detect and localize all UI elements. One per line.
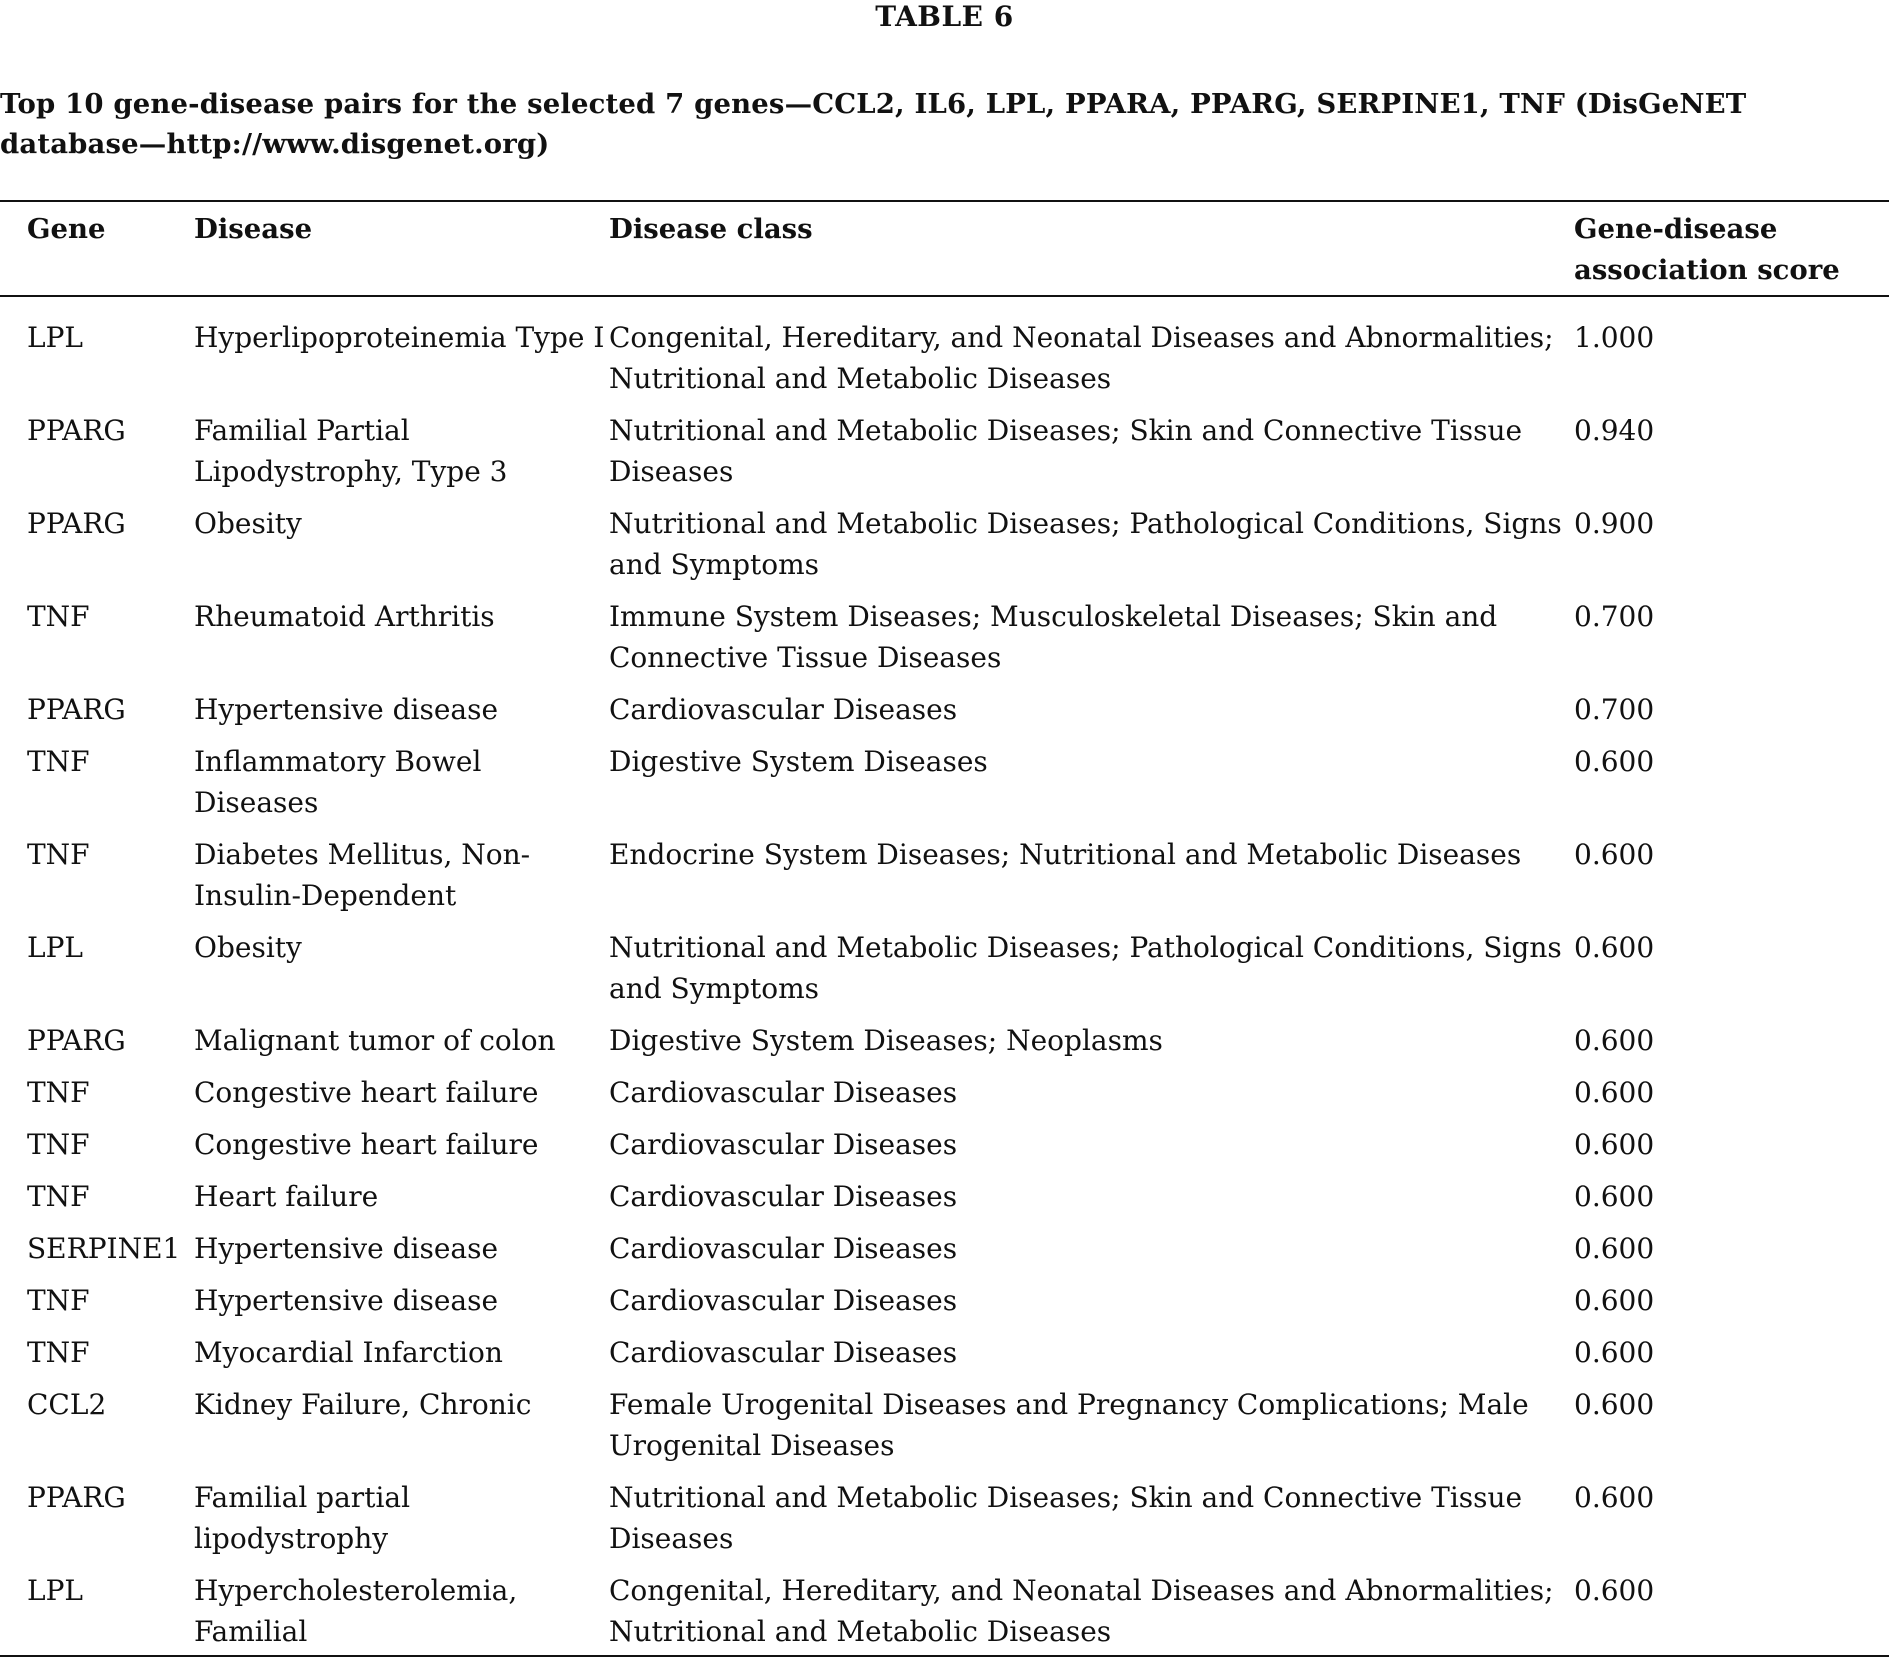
cell-disease: Familial partial lipodystrophy: [194, 1481, 411, 1555]
cell-association-score: 0.600: [1574, 931, 1655, 964]
cell-disease: Obesity: [194, 507, 302, 540]
cell-disease: Familial Partial Lipodystrophy, Type 3: [194, 414, 508, 488]
cell-disease: Malignant tumor of colon: [194, 1024, 556, 1057]
cell-disease-class: Immune System Diseases; Musculoskeletal Diseases; Skin and Connective Tissue Diseases: [609, 600, 1498, 674]
cell-association-score: 0.600: [1574, 1128, 1655, 1161]
cell-association-score: 0.940: [1574, 414, 1655, 447]
cell-disease: Obesity: [194, 931, 302, 964]
cell-disease: Rheumatoid Arthritis: [194, 600, 495, 633]
table-row: [0, 834, 1889, 927]
cell-association-score: 1.000: [1574, 321, 1655, 354]
cell-gene: TNF: [27, 745, 90, 778]
cell-gene: TNF: [27, 1284, 90, 1317]
cell-association-score: 0.700: [1574, 600, 1655, 633]
cell-disease: Heart failure: [194, 1180, 379, 1213]
table-row: [0, 1570, 1889, 1656]
cell-association-score: 0.600: [1574, 1574, 1655, 1607]
cell-gene: PPARG: [27, 507, 126, 540]
cell-gene: TNF: [27, 600, 90, 633]
cell-association-score: 0.600: [1574, 745, 1655, 778]
table-row: [0, 1020, 1889, 1072]
cell-disease: Kidney Failure, Chronic: [194, 1388, 532, 1421]
cell-gene: LPL: [27, 1574, 84, 1607]
cell-disease-class: Digestive System Diseases; Neoplasms: [609, 1024, 1163, 1057]
cell-association-score: 0.600: [1574, 1180, 1655, 1213]
table-row: [0, 927, 1889, 1020]
cell-association-score: 0.900: [1574, 507, 1655, 540]
cell-disease-class: Cardiovascular Diseases: [609, 1284, 958, 1317]
cell-disease-class: Cardiovascular Diseases: [609, 693, 958, 726]
cell-gene: LPL: [27, 321, 84, 354]
header-score-line2: association score: [1574, 254, 1840, 286]
cell-disease-class: Cardiovascular Diseases: [609, 1336, 958, 1369]
table-row: [0, 1332, 1889, 1384]
header-row: [0, 201, 1889, 296]
cell-disease: Inflammatory Bowel Diseases: [194, 745, 482, 819]
table-row: [0, 741, 1889, 834]
cell-gene: PPARG: [27, 1481, 126, 1514]
cell-disease: Congestive heart failure: [194, 1076, 539, 1109]
cell-disease-class: Nutritional and Metabolic Diseases; Pathological Conditions, Signs and Symptoms: [609, 931, 1562, 1005]
cell-gene: PPARG: [27, 693, 126, 726]
cell-gene: TNF: [27, 838, 90, 871]
cell-association-score: 0.600: [1574, 1076, 1655, 1109]
cell-disease-class: Cardiovascular Diseases: [609, 1128, 958, 1161]
cell-gene: PPARG: [27, 414, 126, 447]
cell-gene: CCL2: [27, 1388, 107, 1421]
cell-gene: PPARG: [27, 1024, 126, 1057]
cell-gene: TNF: [27, 1336, 90, 1369]
cell-disease-class: Cardiovascular Diseases: [609, 1076, 958, 1109]
table-row: [0, 1176, 1889, 1228]
cell-disease-class: Nutritional and Metabolic Diseases; Skin and Connective Tissue Diseases: [609, 414, 1523, 488]
header-gene: Gene: [27, 213, 106, 245]
cell-disease-class: Nutritional and Metabolic Diseases; Skin and Connective Tissue Diseases: [609, 1481, 1523, 1555]
cell-disease-class: Cardiovascular Diseases: [609, 1232, 958, 1265]
header-disease-class: Disease class: [609, 213, 813, 245]
cell-disease: Hypertensive disease: [194, 1284, 499, 1317]
cell-disease-class: Female Urogenital Diseases and Pregnancy Complications; Male Urogenital Diseases: [609, 1388, 1529, 1462]
cell-gene: LPL: [27, 931, 84, 964]
table-row: [0, 1124, 1889, 1176]
cell-gene: TNF: [27, 1180, 90, 1213]
cell-association-score: 0.600: [1574, 1481, 1655, 1514]
table-row: [0, 1384, 1889, 1477]
cell-association-score: 0.600: [1574, 1336, 1655, 1369]
table-row: [0, 410, 1889, 503]
cell-disease: Myocardial Infarction: [194, 1336, 503, 1369]
cell-disease: Hyperlipoproteinemia Type I: [194, 321, 605, 354]
table-row: [0, 689, 1889, 741]
table-row: [0, 1072, 1889, 1124]
cell-association-score: 0.600: [1574, 1388, 1655, 1421]
table-row: [0, 596, 1889, 689]
table-body: [0, 296, 1889, 1656]
cell-association-score: 0.600: [1574, 1232, 1655, 1265]
cell-disease-class: Cardiovascular Diseases: [609, 1180, 958, 1213]
cell-disease-class: Congenital, Hereditary, and Neonatal Diseases and Abnormalities; Nutritional and Metabolic Diseases: [609, 321, 1554, 395]
cell-association-score: 0.700: [1574, 693, 1655, 726]
cell-disease: Hypertensive disease: [194, 693, 499, 726]
cell-disease: Congestive heart failure: [194, 1128, 539, 1161]
table-row: [0, 1280, 1889, 1332]
table-caption: Top 10 gene-disease pairs for the selected 7 genes—CCL2, IL6, LPL, PPARA, PPARG, SERPINE1, TNF (DisGeNET database—http://www.disgenet.org): [0, 88, 1747, 160]
header-association-score: [1574, 201, 1889, 296]
cell-gene: TNF: [27, 1076, 90, 1109]
cell-disease-class: Nutritional and Metabolic Diseases; Pathological Conditions, Signs and Symptoms: [609, 507, 1562, 581]
cell-disease: Hypercholesterolemia, Familial: [194, 1574, 518, 1648]
header-score-line1: Gene-disease: [1574, 213, 1778, 245]
cell-disease: Diabetes Mellitus, Non-Insulin-Dependent: [194, 838, 531, 912]
cell-disease-class: Endocrine System Diseases; Nutritional and Metabolic Diseases: [609, 838, 1522, 871]
cell-disease-class: Digestive System Diseases: [609, 745, 988, 778]
cell-disease-class: Congenital, Hereditary, and Neonatal Diseases and Abnormalities; Nutritional and Metabolic Diseases: [609, 1574, 1554, 1648]
cell-association-score: 0.600: [1574, 1284, 1655, 1317]
table-row: [0, 1477, 1889, 1570]
header-disease: Disease: [194, 213, 313, 245]
cell-gene: TNF: [27, 1128, 90, 1161]
table-row: [0, 296, 1889, 410]
cell-association-score: 0.600: [1574, 838, 1655, 871]
table-header: [0, 201, 1889, 296]
cell-gene: SERPINE1: [27, 1232, 181, 1265]
table-row: [0, 503, 1889, 596]
cell-association-score: 0.600: [1574, 1024, 1655, 1057]
table-row: [0, 1228, 1889, 1280]
gene-disease-table: [0, 200, 1889, 1657]
table-label: TABLE 6: [875, 0, 1014, 33]
cell-disease: Hypertensive disease: [194, 1232, 499, 1265]
